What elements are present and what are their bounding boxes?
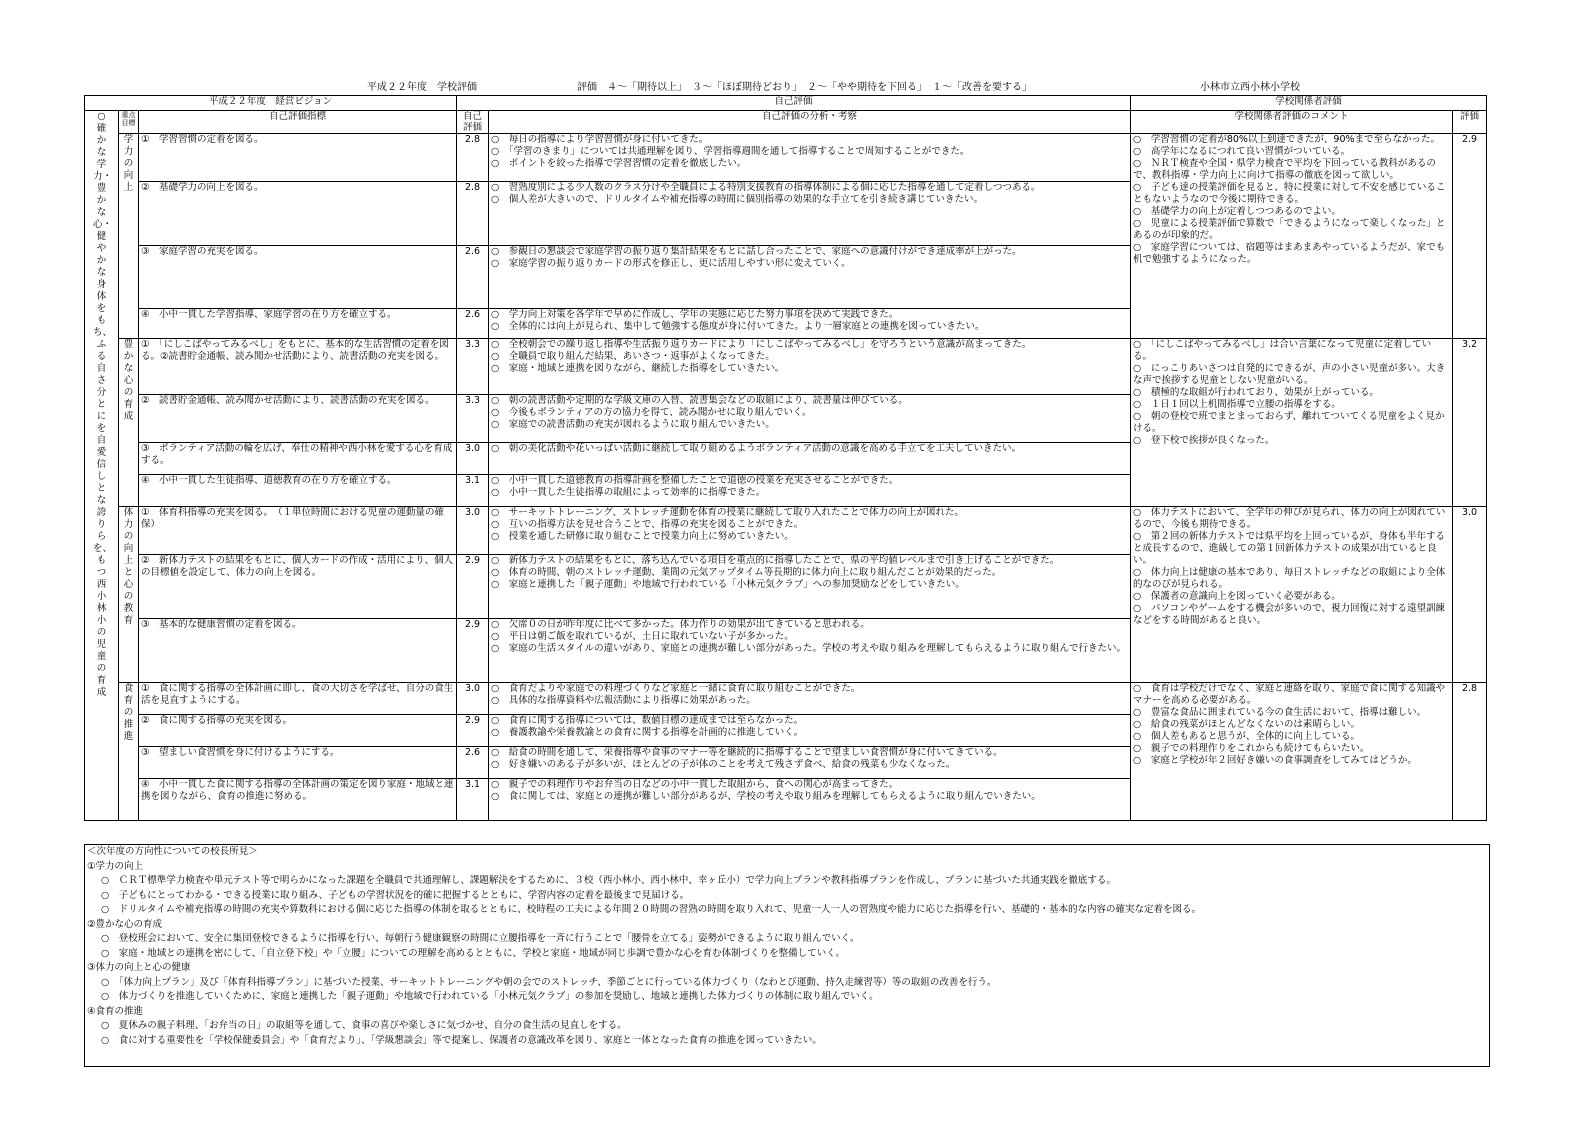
table-row — [85, 134, 1487, 182]
analysis-item: ○ 「学習のきまり」については共通理解を図り、学習指導週間を通して指導することで周知することができた。 — [491, 146, 970, 157]
analysis-item: ○ 具体的な指導資料や広報活動により指導に効果があった。 — [491, 695, 756, 706]
principal-section-heading: ②豊かな心の育成 — [87, 918, 163, 930]
analysis-item: ○ 好き嫌いのある子が多いが、ほとんどの子が体のことを考えて残さず食べ、給食の残菜も少なくなった。 — [491, 759, 956, 770]
comment-header: 学校関係者評価のコメント — [1131, 111, 1453, 134]
analysis-cell — [489, 309, 1131, 339]
analysis-item: ○ 体育の時間、朝のストレッチ運動、業間の元気アップタイム等長期的に体力向上に取り組んだことが効果的だった。 — [491, 567, 1002, 578]
indicator-cell: ④ 小中一貫した食に関する指導の全体計画の策定を図り家庭・地域と連携を図りながら、食育の推進に努める。 — [139, 779, 457, 821]
analysis-item: ○ 個人差が大きいので、ドリルタイムや補充指導の時間に個別指導の効果的な手立てを引き続き講じていきたい。 — [491, 194, 984, 205]
principal-remarks — [84, 844, 1490, 1067]
comment-item: ○ 登下校で挨拶が良くなった。 — [1133, 435, 1275, 446]
stakeholder-comment-cell — [1131, 339, 1453, 507]
analysis-cell — [489, 779, 1131, 821]
principal-item: ○ 「体力向上プラン」及び「体育科指導プラン」に基づいた授業、サーキットトレーニングや朝の会でのストレッチ、季節ごとに行っている体力づくり（なわとび運動、持久走練習等）等の取組の改善を行う。 — [101, 976, 997, 988]
indicator-cell: ③ 望ましい食習慣を身に付けるようにする。 — [139, 747, 457, 779]
principal-item: ○ ＣＲＴ標準学力検査や単元テスト等で明らかになった課題を全職員で共通理解し、課題解決をするために、３校（西小林小、西小林中、幸ヶ丘小）で学力向上プランや教科指導プランを作成し、プランに基づいた共通実践を徹底する。 — [101, 875, 1116, 886]
principal-item: ○ 食に対する重要性を「学校保健委員会」や「食育だより」、「学級懇談会」等で提案し、保護者の意識改革を図り、家庭と一体となった食育の推進を図っていきたい。 — [101, 1034, 822, 1046]
indicator-cell: ③ 家庭学習の充実を図る。 — [139, 246, 457, 309]
comment-item: ○ 第２回の新体力テストでは県平均を上回っているが、身体も半年すると成長するので、進級しての第１回新体力テストの成果が出ていると良い。 — [1133, 531, 1445, 566]
comment-item: ○ にっこりあいさつは自発的にできるが、声の小さい児童が多い。大きな声で挨拶する児童としない児童がいる。 — [1133, 363, 1446, 386]
self-eval-header: 自己評価 — [457, 96, 1131, 111]
self-score-cell: 2.6 — [457, 747, 489, 779]
analysis-cell — [489, 747, 1131, 779]
analysis-cell — [489, 182, 1131, 246]
stakeholder-comment-cell — [1131, 507, 1453, 683]
indicator-cell: ② 食に関する指導の充実を図る。 — [139, 715, 457, 747]
stakeholder-score-cell: 2.8 — [1453, 683, 1487, 821]
evaluation-scale: 評価 ４～「期待以上」 ３～「ほぼ期待どおり」 ２～「やや期待を下回る」 １～「改善を要する」 — [577, 82, 1032, 93]
comment-item: ○ 「にしこばやってみるべし」は合い言葉になって児童に定着している。 — [1133, 339, 1432, 362]
vision-header: 平成２２年度 経営ビジョン — [85, 96, 457, 111]
self-score-cell: 3.1 — [457, 475, 489, 507]
self-score-cell: 3.0 — [457, 683, 489, 715]
self-score-cell: 3.1 — [457, 779, 489, 821]
principal-section-heading: ①学力の向上 — [87, 860, 144, 872]
table-row — [85, 339, 1487, 395]
stakeholder-score-cell: 2.9 — [1453, 134, 1487, 339]
analysis-item: ○ 新体力テストの結果をもとに、落ち込んでいる項目を重点的に指導したことで、県の平均値レベルまで引き上げることができた。 — [491, 555, 1060, 566]
comment-item: ○ 基礎学力の向上が定着しつつあるのでよい。 — [1133, 206, 1341, 217]
comment-item: ○ 親子での料理作りをこれからも続けてもらいたい。 — [1133, 743, 1370, 754]
table-row — [85, 507, 1487, 555]
document-title: 平成２２年度 学校評価 — [367, 82, 477, 93]
indicator-cell: ① 学習習慣の定着を図る。 — [139, 134, 457, 182]
analysis-item: ○ 小中一貫した道徳教育の指導計画を整備したことで道徳の授業を充実させることができた。 — [491, 475, 899, 486]
analysis-item: ○ 授業を通した研修に取り組むことで授業力向上に努めていきたい。 — [491, 531, 794, 542]
principal-item: ○ 夏休みの親子料理、「お弁当の日」の取組等を通して、食事の喜びや楽しさに気づかせ、自分の食生活の見直しをする。 — [101, 1020, 627, 1031]
analysis-item: ○ 食育だよりや家庭での料理づくりなど家庭と一緒に食育に取り組むことができた。 — [491, 683, 861, 694]
analysis-cell — [489, 134, 1131, 182]
analysis-cell — [489, 443, 1131, 475]
analysis-item: ○ 朝の美化活動や花いっぱい活動に継続して取り組めるようボランティア活動の意識を高める手立てを工夫していきたい。 — [491, 443, 1022, 454]
self-score-cell: 2.8 — [457, 134, 489, 182]
score-header: 評価 — [1453, 111, 1487, 134]
major-goal-label: 学力の向上 — [119, 134, 139, 339]
analysis-cell — [489, 507, 1131, 555]
indicator-cell: ④ 小中一貫した生徒指導、道徳教育の在り方を確立する。 — [139, 475, 457, 507]
analysis-item: ○ 今後もボランティアの方の協力を得て、読み聞かせに取り組んでいく。 — [491, 407, 812, 418]
principal-item: ○ 登校班会において、安全に集団登校できるように指導を行い、毎朝行う健康観察の時間に立腰指導を一斉に行うことで「腰骨を立てる」姿勢ができるように取り組んでいく。 — [101, 933, 860, 944]
indicator-cell: ② 新体力テストの結果をもとに、個人カードの作成・活用により、個人の目標値を設定して、体力の向上を図る。 — [139, 555, 457, 619]
analysis-item: ○ 家庭学習の振り返りカードの形式を修正し、更に活用しやすい形に変えていく。 — [491, 258, 851, 269]
comment-item: ○ １日１回以上机間指導で立腰の指導をする。 — [1133, 399, 1341, 410]
analysis-item: ○ サーキットトレーニング、ストレッチ運動を体育の授業に継続して取り入れたことで体力の向上が図れた。 — [491, 507, 964, 518]
comment-item: ○ 体力向上は健康の基本であり、毎日ストレッチなどの取組により全体的なのびが見られる。 — [1133, 567, 1446, 590]
analysis-item: ○ 全校朝会での繰り返し指導や生活振り返りカードにより「にしこばやってみるべし」を守ろうという意識が高まってきた。 — [491, 339, 1032, 350]
principal-remarks-title: ＜次年度の方向性についての校長所見＞ — [87, 846, 258, 857]
indicator-cell: ② 基礎学力の向上を図る。 — [139, 182, 457, 246]
vision-text: ○確かな学力・豊かな心・健やかな身体をもち、ふる自さ分とにを自愛信しとな誇りらを、もつ西小林小の児童の育成 — [85, 111, 119, 821]
self-score-cell: 3.3 — [457, 339, 489, 395]
analysis-item: ○ 朝の読書活動や定期的な学級文庫の入替、読書集会などの取組により、読書量は伸びている。 — [491, 395, 908, 406]
principal-section-heading: ④食育の推進 — [87, 1005, 144, 1017]
analysis-item: ○ 平日は朝ご飯を取れているが、土日に取れていない子が多かった。 — [491, 631, 794, 642]
major-goal-label: 食育の推進 — [119, 683, 139, 821]
school-name: 小林市立西小林小学校 — [1200, 82, 1300, 93]
analysis-item: ○ 家庭での読書活動の充実が図れるように取り組んでいきたい。 — [491, 419, 775, 430]
analysis-cell — [489, 246, 1131, 309]
self-score-cell: 2.8 — [457, 182, 489, 246]
comment-item: ○ ＮＲＴ検査や全国・県学力検査で平均を下回っている教科があるので、教科指導・学力向上に向けて指導の徹底を図って欲しい。 — [1133, 158, 1436, 181]
analysis-cell — [489, 395, 1131, 443]
comment-item: ○ 給食の残菜がほとんどなくないのは素晴らしい。 — [1133, 719, 1360, 730]
comment-item: ○ 豊富な食品に囲まれている今の食生活において、指導は難しい。 — [1133, 707, 1427, 718]
analysis-item: ○ 欠席０の日が昨年度に比べて多かった。体力作りの効果が出てきていると思われる。 — [491, 619, 870, 630]
major-goal-label: 豊かな心の育成 — [119, 339, 139, 507]
principal-item: ○ 子どもにとってわかる・できる授業に取り組み、子どもの学習状況を的確に把握するとともに、学習内容の定着を最後まで見届ける。 — [101, 889, 690, 901]
stakeholder-score-cell: 3.0 — [1453, 507, 1487, 683]
comment-item: ○ パソコンやゲームをする機会が多いので、視力回復に対する遠望訓練などをする時間があると良い。 — [1133, 603, 1445, 626]
analysis-item: ○ 参観日の懇談会で家庭学習の振り返り集計結果をもとに話し合ったことで、家庭への意識付けができ達成率が上がった。 — [491, 246, 1022, 257]
analysis-item: ○ 給食の時間を通して、栄養指導や食事のマナー等を継続的に指導することで望ましい食習慣が身に付いてきている。 — [491, 747, 1003, 758]
indicator-cell: ④ 小中一貫した学習指導、家庭学習の在り方を確立する。 — [139, 309, 457, 339]
self-score-cell: 3.0 — [457, 443, 489, 475]
self-score-cell: 2.6 — [457, 246, 489, 309]
table-row — [85, 683, 1487, 715]
self-score-cell: 2.6 — [457, 309, 489, 339]
major-goal-label: 体力の向上と心の教育 — [119, 507, 139, 683]
comment-item: ○ 体力テストにおいて、全学年の伸びが見られ、体力の向上が図れているので、今後も期待できる。 — [1133, 507, 1446, 530]
comment-item: ○ 家庭学習については、宿題等はまあまあやっているようだが、家でも机で勉強するようになった。 — [1133, 242, 1446, 265]
comment-item: ○ 子ども達の授業評価を見ると、特に授業に対して不安を感じていることもないようなので今後に期待できる。 — [1133, 182, 1446, 205]
stakeholder-comment-cell — [1131, 683, 1453, 821]
analysis-item: ○ 全体的には向上が見られ、集中して勉強する態度が身に付いてきた。より一層家庭との連携を図っていきたい。 — [491, 321, 985, 332]
comment-item: ○ 児童による授業評価で算数で「できるようになって楽しくなった」とあるのが印象的だ。 — [1133, 218, 1446, 241]
self-score-header: 自己評価 — [457, 111, 489, 134]
comment-item: ○ 学習習慣の定着が80%以上到達できたが、90%まで至らなかった。 — [1133, 134, 1441, 145]
analysis-item: ○ 毎日の指導により学習習慣が身に付いてきた。 — [491, 134, 709, 145]
analysis-item: ○ 全職員で取り組んだ結果、あいさつ・返事がよくなってきた。 — [491, 351, 775, 362]
evaluation-table — [84, 95, 1487, 821]
stakeholder-header: 学校関係者評価 — [1131, 96, 1487, 111]
indicator-cell: ① 体育科指導の充実を図る。 （１単位時間における児童の運動量の確保） — [139, 507, 457, 555]
analysis-item: ○ 食育に関する指導については、数値目標の達成までは至らなかった。 — [491, 715, 804, 726]
indicator-cell: ② 読書貯金通帳、読み聞かせ活動により、読書活動の充実を図る。 — [139, 395, 457, 443]
analysis-cell — [489, 555, 1131, 619]
analysis-item: ○ 家庭の生活スタイルの違いがあり、家庭との連携が難しい部分があった。学校の考えや取り組みを理解してもらえるように取り組んで行きたい。 — [491, 643, 1127, 654]
analysis-item: ○ 家庭と連携した「親子運動」や地域で行われている「小林元気クラブ」への参加奨励などをしていきたい。 — [491, 579, 965, 590]
principal-item: ○ 体力づくりを推進していくために、家庭と連携した「親子運動」や地域で行われている「小林元気クラブ」の参加を奨励し、地域と連携した体力づくりの体制に取り組んでいく。 — [101, 991, 879, 1002]
analysis-item: ○ 学力向上対策を各学年で早めに作成し、学年の実態に応じた努力事項を決めて実践できた。 — [491, 309, 899, 320]
stakeholder-score-cell: 3.2 — [1453, 339, 1487, 507]
principal-item: ○ ドリルタイムや補充指導の時間の充実や算数科における個に応じた指導の体制を取るとともに、校時程の工夫による年間２０時間の習熟の時間を取り入れて、児童一人一人の習熟度や能力に応じた指導を行い、基礎的・基本的な内容の確実な定着を図る。 — [101, 904, 1202, 915]
analysis-header: 自己評価の分析・考察 — [489, 111, 1131, 134]
comment-item: ○ 朝の登校で班でまとまっておらず、離れてついてくる児童をよく見かける。 — [1133, 411, 1445, 434]
comment-item: ○ 保護者の意識向上を図っていく必要がある。 — [1133, 591, 1341, 602]
stakeholder-comment-cell — [1131, 134, 1453, 339]
comment-item: ○ 高学年になるにつれて良い習慣がついている。 — [1133, 146, 1351, 157]
self-score-cell: 3.0 — [457, 507, 489, 555]
self-score-cell: 3.3 — [457, 395, 489, 443]
principal-section-heading: ③体力の向上と心の健康 — [87, 962, 191, 973]
major-goal-header: 重点目標 — [119, 111, 139, 134]
comment-item: ○ 食育は学校だけでなく、家庭と連絡を取り、家庭で食に関する知識やマナーを高める必要がある。 — [1133, 683, 1446, 706]
self-score-cell: 2.9 — [457, 715, 489, 747]
analysis-item: ○ 互いの指導方法を見せ合うことで、指導の充実を図ることができた。 — [491, 519, 804, 530]
indicator-header: 自己評価指標 — [139, 111, 457, 134]
indicator-cell: ③ 基本的な健康習慣の定着を図る。 — [139, 619, 457, 683]
comment-item: ○ 積極的な取組が行われており、効果が上がっている。 — [1133, 387, 1379, 398]
indicator-cell: ① 食に関する指導の全体計画に即し、食の大切さを学ばせ、自分の食生活を見直すようにする。 — [139, 683, 457, 715]
comment-item: ○ 家庭と学校が年２回好き嫌いの食事調査をしてみてはどうか。 — [1133, 755, 1417, 766]
indicator-cell: ③ ボランティア活動の輪を広げ、奉仕の精神や西小林を愛する心を育成する。 — [139, 443, 457, 475]
comment-item: ○ 個人差もあると思うが、全体的に向上している。 — [1133, 731, 1360, 742]
analysis-item: ○ 食に関しては、家庭との連携が難しい部分があるが、学校の考えや取り組みを理解してもらえるように取り組んでいきたい。 — [491, 791, 1041, 802]
self-score-cell: 2.9 — [457, 619, 489, 683]
analysis-item: ○ ポイントを絞った指導で学習習慣の定着を徹底したい。 — [491, 158, 747, 169]
principal-item: ○ 家庭・地域との連携を密にして、「自立登下校」や「立腰」についての理解を高めるとともに、学校と家庭・地域が同じ歩調で豊かな心を育む体制づくりを整備していく。 — [101, 947, 845, 959]
analysis-item: ○ 小中一貫した生徒指導の取組によって効率的に指導できた。 — [491, 487, 766, 498]
analysis-cell — [489, 339, 1131, 395]
analysis-item: ○ 習熟度別による少人数のクラス分けや全職員による特別支援教育の指導体制による個に応じた指導を通して定着しつつある。 — [491, 182, 1041, 193]
analysis-item: ○ 家庭・地域と連携を図りながら、継続した指導をしていきたい。 — [491, 363, 785, 374]
analysis-cell — [489, 619, 1131, 683]
analysis-item: ○ 養護教諭や栄養教諭との食育に関する指導を計画的に推進していく。 — [491, 727, 804, 738]
indicator-cell: ① 「にしこばやってみるべし」をもとに、基本的な生活習慣の定着を図る。②読書貯金通帳、読み聞かせ活動により、読書活動の充実を図る。 — [139, 339, 457, 395]
self-score-cell: 2.9 — [457, 555, 489, 619]
analysis-cell — [489, 715, 1131, 747]
analysis-cell — [489, 683, 1131, 715]
analysis-item: ○ 親子での料理作りやお弁当の日などの小中一貫した取組から、食への関心が高まってきた。 — [491, 779, 899, 790]
analysis-cell — [489, 475, 1131, 507]
